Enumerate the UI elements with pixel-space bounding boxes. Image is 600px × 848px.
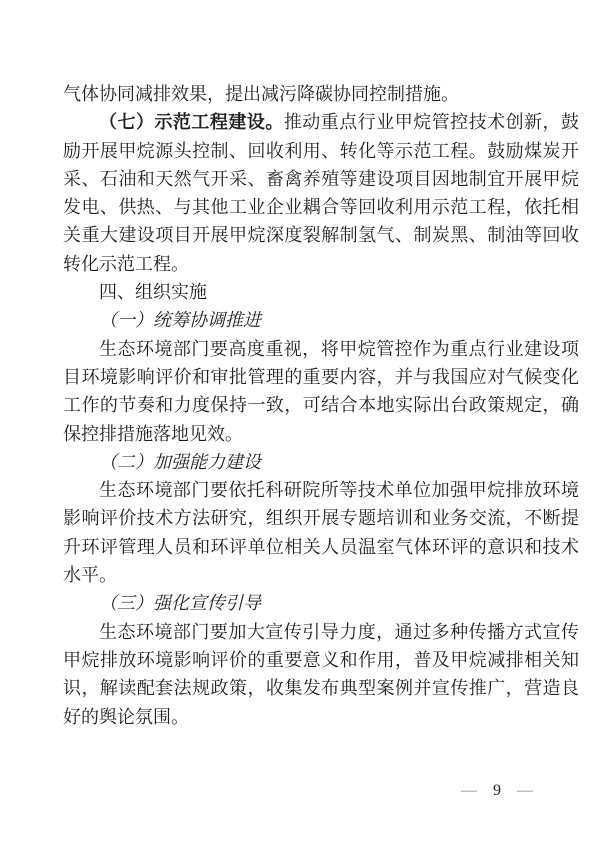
page-footer bbox=[461, 782, 533, 800]
paragraph-continuation: 气体协同减排效果，提出减污降碳协同控制措施。 bbox=[63, 84, 459, 104]
section7-text: 推动重点行业甲烷管控技术创新，鼓励开展甲烷源头控制、回收利用、转化等示范工程。鼓励煤炭开采、石油和天然气开采、畜禽养殖等建设项目因地制宜开展甲烷发电、供热、与其他工业企业耦合等回收利用示范工程，依托相关重大建设项目开展甲烷深度裂解制氢气、制炭黑、制油等回收转化示范工程。 bbox=[63, 112, 580, 274]
section7-lead-heading: （七）示范工程建设。 bbox=[99, 112, 284, 133]
heading-sub3-publicity: （三）强化宣传引导 bbox=[99, 593, 261, 614]
paragraph-section7 bbox=[63, 108, 579, 278]
page-number-left-dash: — bbox=[461, 782, 477, 799]
page-number: 9 bbox=[493, 782, 501, 799]
heading-section4-organization: 四、组织实施 bbox=[99, 282, 207, 303]
paragraph-sub3: 生态环境部门要加大宣传引导力度，通过多种传播方式宣传甲烷排放环境影响评价的重要意义和作用，普及甲烷减排相关知识，解读配套法规政策，收集发布典型案例并宣传推广，营造良好的舆论氛围。 bbox=[63, 621, 579, 727]
document-body bbox=[63, 80, 579, 731]
paragraph-sub2: 生态环境部门要依托科研院所等技术单位加强甲烷排放环境影响评价技术方法研究，组织开展专题培训和业务交流，不断提升环评管理人员和环评单位相关人员温室气体环评的意识和技术水平。 bbox=[63, 480, 579, 586]
heading-sub2-capacity: （二）加强能力建设 bbox=[99, 451, 261, 472]
paragraph-sub1: 生态环境部门要高度重视，将甲烷管控作为重点行业建设项目环境影响评价和审批管理的重要内容，并与我国应对气候变化工作的节奏和力度保持一致，可结合本地实际出台政策规定，确保控排措施落地见效。 bbox=[63, 338, 579, 444]
page-number-right-dash: — bbox=[517, 782, 533, 799]
heading-sub1-coordination: （一）统筹协调推进 bbox=[99, 310, 261, 331]
